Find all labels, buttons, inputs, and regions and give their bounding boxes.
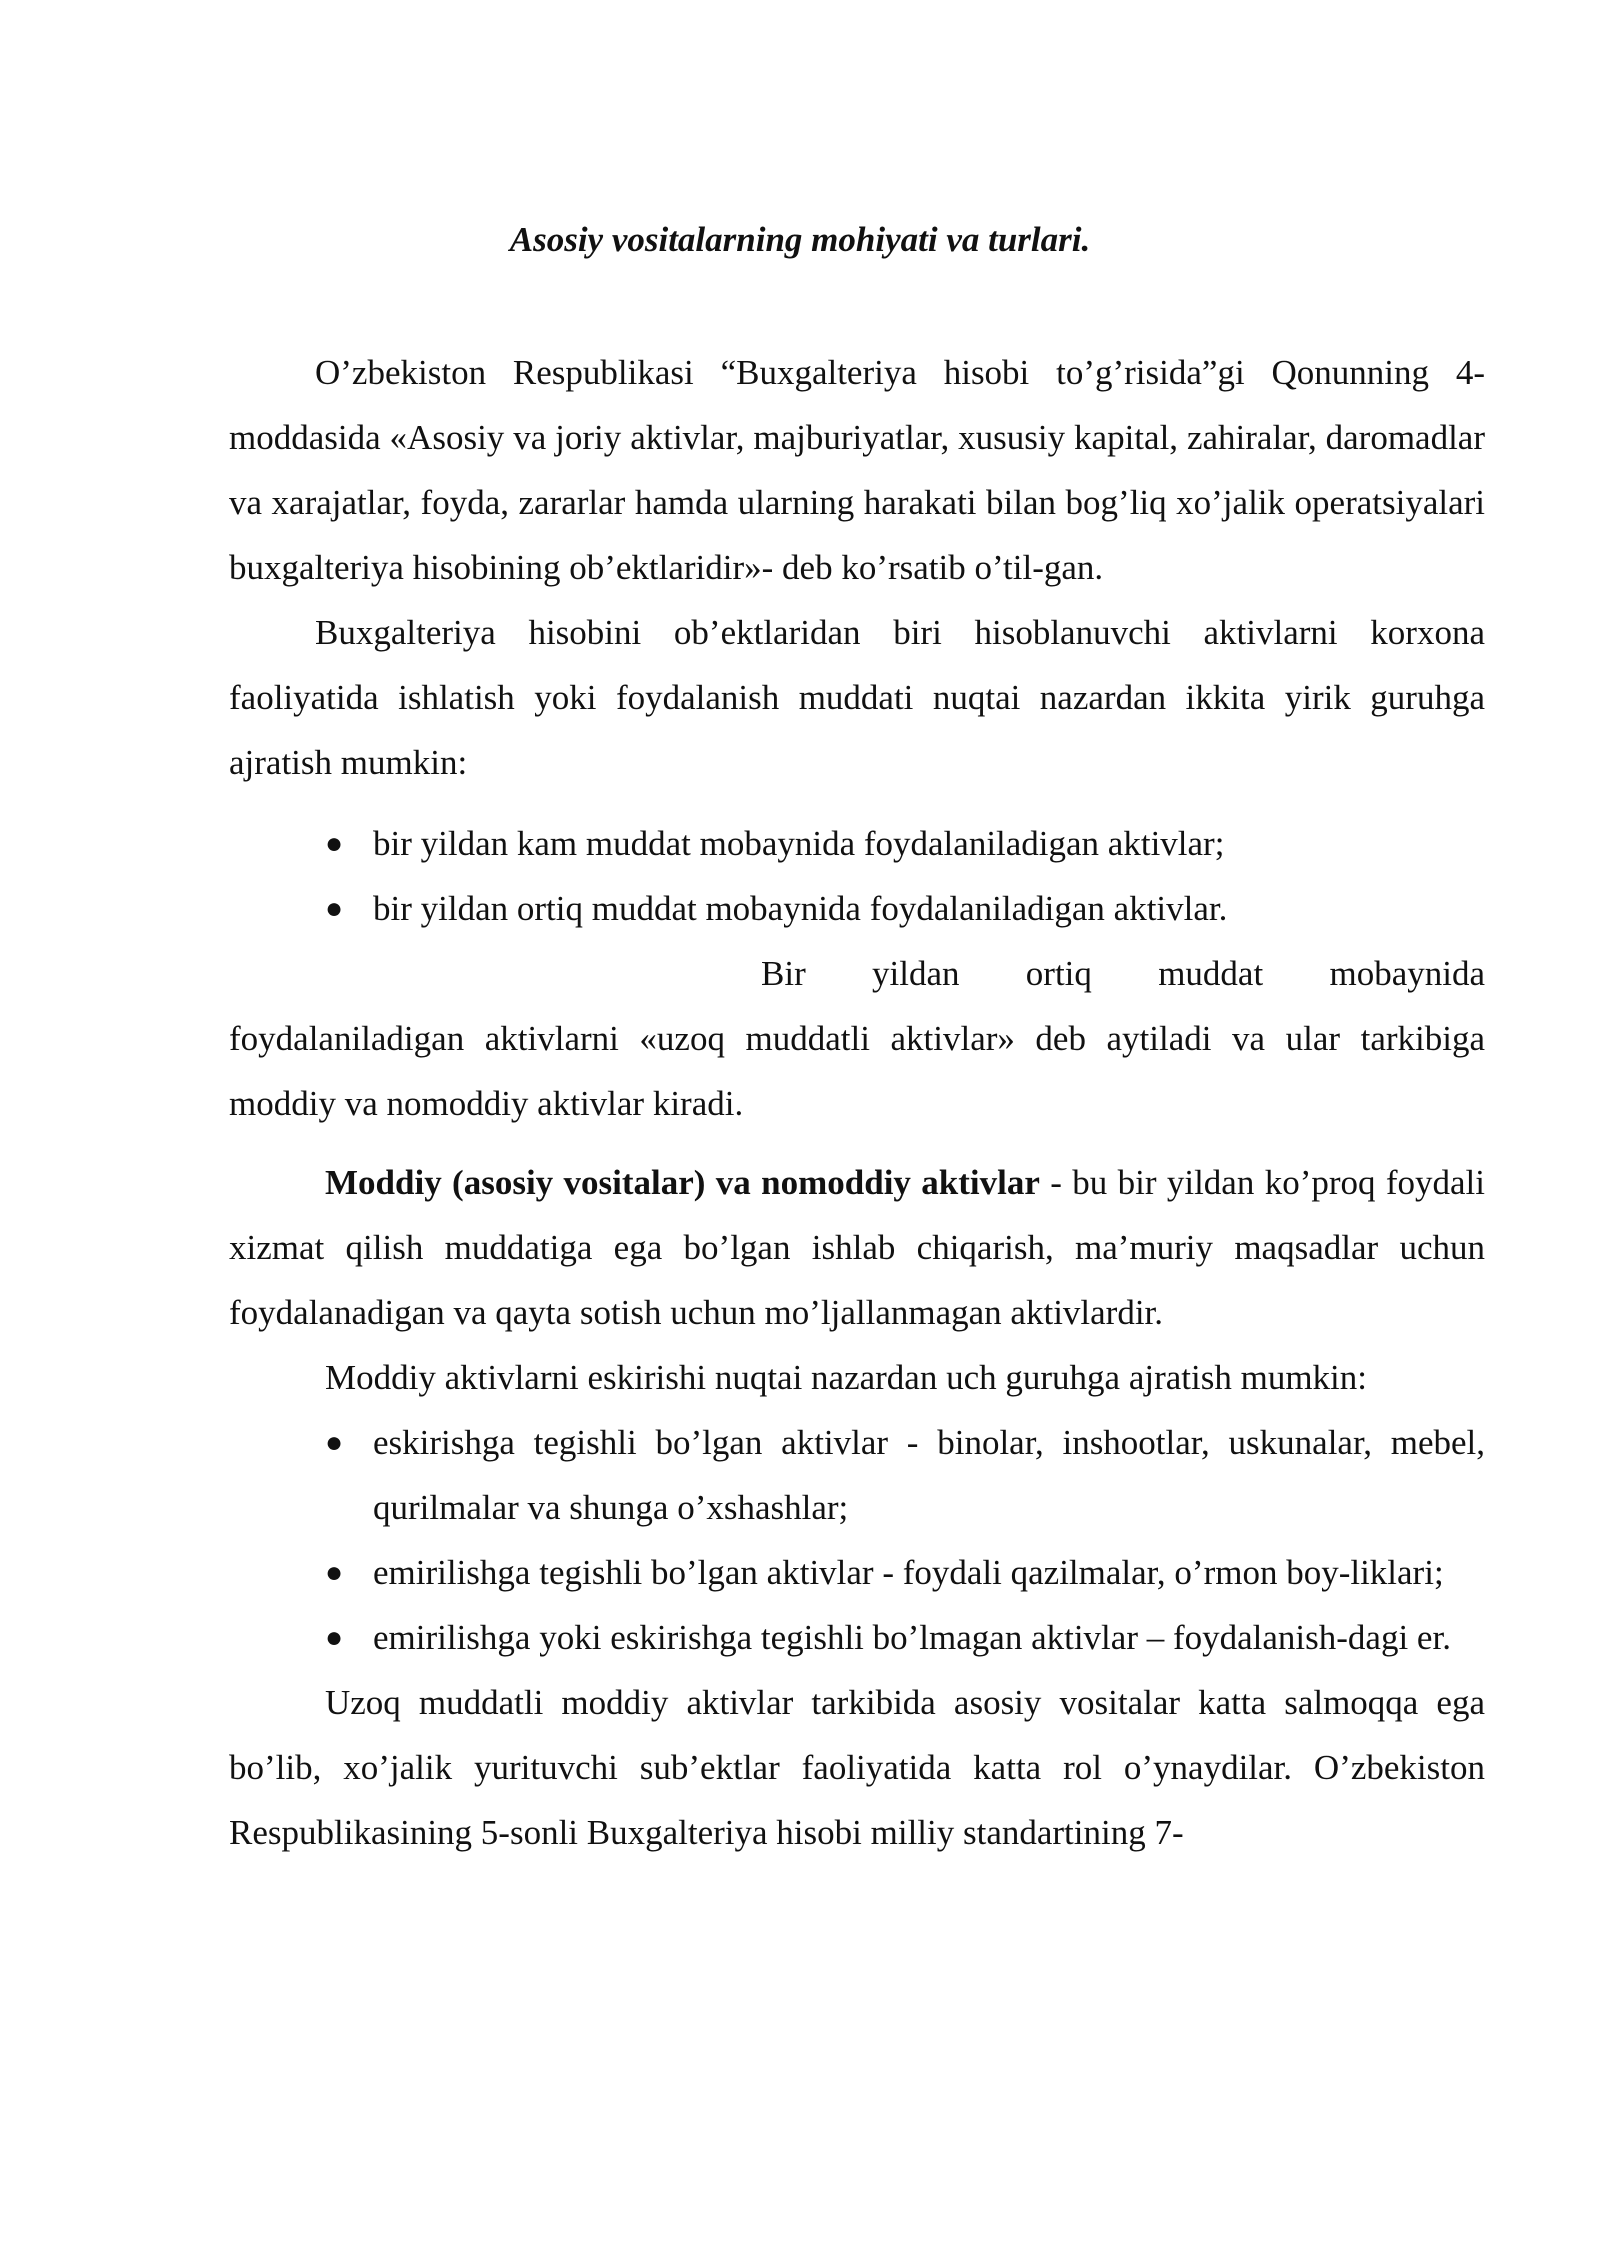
bullet-icon: ● <box>325 1621 344 1654</box>
paragraph-tangible-intangible <box>229 1150 1485 1345</box>
paragraph-asset-groups: Buxgalteriya hisobini ob’ektlaridan biri hisoblanuvchi aktivlarni korxona faoliyatida ishlatish yoki foydalanish muddati nuqtai nazardan ikkita yirik guruhga ajratish mumkin: <box>229 613 1485 782</box>
list-item <box>229 876 1485 941</box>
bullet-icon: ● <box>325 1426 344 1459</box>
document-title: Asosiy vositalarning mohiyati va turlari. <box>509 220 1091 259</box>
list-item <box>229 811 1485 876</box>
spacer <box>229 1136 1485 1150</box>
list-item <box>229 1540 1485 1605</box>
list-item-text: bir yildan ortiq muddat mobaynida foydalaniladigan aktivlar. <box>373 889 1228 928</box>
bullet-icon: ● <box>325 892 344 925</box>
list-item-text: emirilishga tegishli bo’lgan aktivlar - foydali qazilmalar, o’rmon boy-liklari; <box>373 1553 1444 1592</box>
paragraph-depreciation-groups: Moddiy aktivlarni eskirishi nuqtai nazardan uch guruhga ajratish mumkin: <box>325 1358 1367 1397</box>
paragraph-fixed-assets-standard: Uzoq muddatli moddiy aktivlar tarkibida asosiy vositalar katta salmoqqa ega bo’lib, xo’jalik yurituvchi sub’ektlar faoliyatida katta rol o’ynaydilar. O’zbekiston Respublikasining 5-sonli Buxgalteriya hisobi milliy standartining 7- <box>229 1683 1485 1852</box>
paragraph-text: - bu bir yildan ko’proq foydali xizmat qilish muddatiga ega bo’lgan ishlab chiqarish, ma’muriy maqsadlar uchun foydalanadigan va qayta sotish uchun mo’ljallanmagan aktivlardir. <box>229 1163 1485 1332</box>
paragraph-law-reference: O’zbekiston Respublikasi “Buxgalteriya hisobi to’g’risida”gi Qonunning 4-moddasida «Asosiy va joriy aktivlar, majburiyatlar, xususiy kapital, zahiralar, daromadlar va xarajatlar, foyda, zararlar hamda ularning harakati bilan bog’liq xo’jalik operatsiyalari buxgalteriya hisobining ob’ektlaridir»- deb ko’rsatib o’til-gan. <box>229 353 1485 587</box>
spacer <box>229 795 1485 811</box>
list-item <box>229 1410 1485 1540</box>
list-item-text: bir yildan kam muddat mobaynida foydalaniladigan aktivlar; <box>373 824 1225 863</box>
bullet-icon: ● <box>325 827 344 860</box>
paragraph-long-term-assets: Bir yildan ortiq muddat mobaynida foydalaniladigan aktivlarni «uzoq muddatli aktivlar» deb aytiladi va ular tarkibiga moddiy va nomoddiy aktivlar kiradi. <box>229 954 1485 1123</box>
bullet-icon: ● <box>325 1556 344 1589</box>
bullet-list-asset-terms <box>229 811 1485 941</box>
list-item-text: emirilishga yoki eskirishga tegishli bo’lmagan aktivlar – foydalanish-dagi er. <box>373 1618 1451 1657</box>
bold-term: Moddiy (asosiy vositalar) va nomoddiy aktivlar <box>325 1163 1040 1202</box>
list-item-text: eskirishga tegishli bo’lgan aktivlar - binolar, inshootlar, uskunalar, mebel, qurilmalar va shunga o’xshashlar; <box>373 1423 1485 1527</box>
document-body <box>229 340 1485 1865</box>
list-item <box>229 1605 1485 1670</box>
bullet-list-depreciation <box>229 1410 1485 1670</box>
